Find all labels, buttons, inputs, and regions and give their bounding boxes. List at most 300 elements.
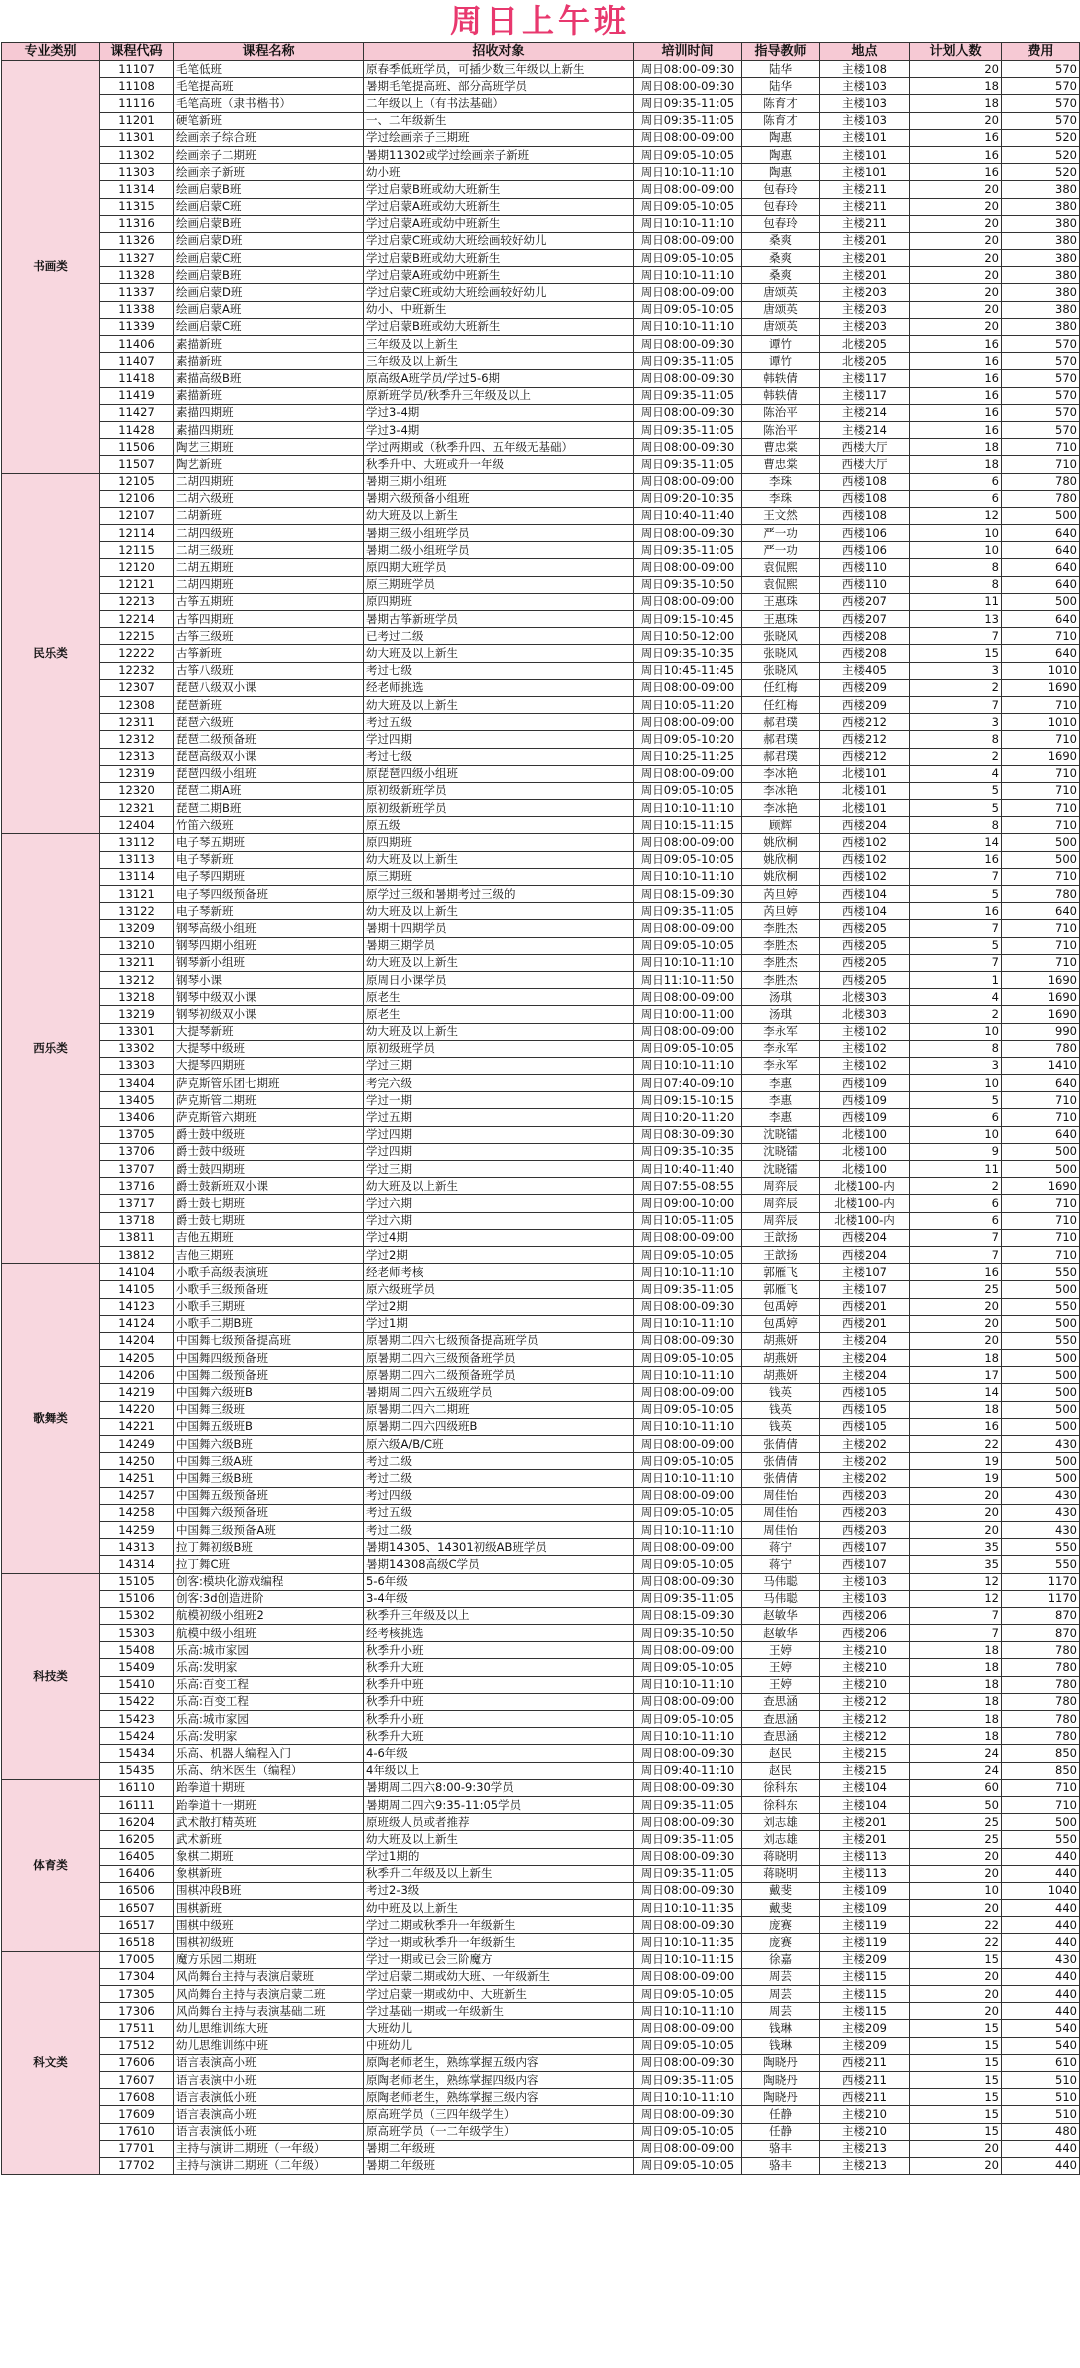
- location-cell: 主楼107: [820, 1281, 910, 1298]
- course-name-cell: 乐高、纳米医生（编程）: [174, 1762, 364, 1779]
- location-cell: 西楼105: [820, 1384, 910, 1401]
- course-name-cell: 围棋新班: [174, 1900, 364, 1917]
- teacher-cell: 姚欣桐: [742, 834, 820, 851]
- table-row: [2, 2037, 1080, 2054]
- course-name-cell: 爵士鼓中级班: [174, 1126, 364, 1143]
- code-cell: 13811: [100, 1229, 174, 1246]
- planned-count-cell: 18: [910, 1401, 1002, 1418]
- teacher-cell: 钱英: [742, 1418, 820, 1435]
- code-cell: 12308: [100, 696, 174, 713]
- planned-count-cell: 10: [910, 1882, 1002, 1899]
- target-cell: 原高班学员（一二年级学生）: [364, 2123, 634, 2140]
- time-cell: 周日10:10-11:10: [634, 215, 742, 232]
- teacher-cell: 包禹婷: [742, 1315, 820, 1332]
- target-cell: 考完六级: [364, 1075, 634, 1092]
- table-row: [2, 404, 1080, 421]
- target-cell: 幼大班及以上新生: [364, 1831, 634, 1848]
- table-row: [2, 1143, 1080, 1160]
- time-cell: 周日10:10-11:10: [634, 1470, 742, 1487]
- code-cell: 17606: [100, 2054, 174, 2071]
- location-cell: 北楼100-内: [820, 1195, 910, 1212]
- fee-cell: 1690: [1002, 989, 1080, 1006]
- code-cell: 14221: [100, 1418, 174, 1435]
- target-cell: 暑期二年级班: [364, 2140, 634, 2157]
- teacher-cell: 沈晓镭: [742, 1126, 820, 1143]
- planned-count-cell: 2: [910, 1006, 1002, 1023]
- planned-count-cell: 19: [910, 1453, 1002, 1470]
- teacher-cell: 刘志雄: [742, 1814, 820, 1831]
- fee-cell: 570: [1002, 404, 1080, 421]
- fee-cell: 850: [1002, 1762, 1080, 1779]
- course-name-cell: 萨克斯管六期班: [174, 1109, 364, 1126]
- course-name-cell: 琵琶六级班: [174, 714, 364, 731]
- code-cell: 16518: [100, 1934, 174, 1951]
- location-cell: 西楼207: [820, 611, 910, 628]
- planned-count-cell: 8: [910, 817, 1002, 834]
- header-target: 招收对象: [364, 43, 634, 61]
- location-cell: 西楼206: [820, 1607, 910, 1624]
- teacher-cell: 蒋宁: [742, 1539, 820, 1556]
- teacher-cell: 李胜杰: [742, 937, 820, 954]
- course-name-cell: 绘画启蒙C班: [174, 198, 364, 215]
- course-name-cell: 二胡新班: [174, 507, 364, 524]
- code-cell: 14220: [100, 1401, 174, 1418]
- table-row: [2, 1900, 1080, 1917]
- teacher-cell: 赵敏华: [742, 1625, 820, 1642]
- code-cell: 13211: [100, 954, 174, 971]
- code-cell: 14104: [100, 1264, 174, 1281]
- planned-count-cell: 20: [910, 1298, 1002, 1315]
- code-cell: 15106: [100, 1590, 174, 1607]
- course-name-cell: 乐高:发明家: [174, 1659, 364, 1676]
- target-cell: 一、二年级新生: [364, 112, 634, 129]
- fee-cell: 640: [1002, 525, 1080, 542]
- location-cell: 主楼101: [820, 146, 910, 163]
- code-cell: 13716: [100, 1178, 174, 1195]
- course-name-cell: 小歌手高级表演班: [174, 1264, 364, 1281]
- time-cell: 周日09:35-11:05: [634, 353, 742, 370]
- course-name-cell: 跆拳道十期班: [174, 1779, 364, 1796]
- time-cell: 周日09:40-11:10: [634, 1762, 742, 1779]
- location-cell: 北楼101: [820, 782, 910, 799]
- course-name-cell: 乐高:发明家: [174, 1728, 364, 1745]
- table-row: [2, 2123, 1080, 2140]
- fee-cell: 440: [1002, 2003, 1080, 2020]
- course-name-cell: 拉丁舞C班: [174, 1556, 364, 1573]
- table-row: [2, 507, 1080, 524]
- course-name-cell: 跆拳道十一期班: [174, 1796, 364, 1813]
- teacher-cell: 查思涵: [742, 1693, 820, 1710]
- location-cell: 北楼303: [820, 989, 910, 1006]
- teacher-cell: 陶惠: [742, 146, 820, 163]
- table-row: [2, 215, 1080, 232]
- course-name-cell: 主持与演讲二期班（二年级）: [174, 2157, 364, 2174]
- fee-cell: 710: [1002, 1212, 1080, 1229]
- code-cell: 11107: [100, 61, 174, 78]
- code-cell: 11201: [100, 112, 174, 129]
- target-cell: 学过3-4期: [364, 421, 634, 438]
- location-cell: 主楼201: [820, 1814, 910, 1831]
- table-row: [2, 1504, 1080, 1521]
- time-cell: 周日08:30-09:30: [634, 1126, 742, 1143]
- table-row: [2, 1865, 1080, 1882]
- fee-cell: 710: [1002, 817, 1080, 834]
- course-name-cell: 语言表演低小班: [174, 2123, 364, 2140]
- location-cell: 主楼117: [820, 387, 910, 404]
- course-name-cell: 中国舞四级预备班: [174, 1350, 364, 1367]
- code-cell: 17005: [100, 1951, 174, 1968]
- course-name-cell: 绘画启蒙C班: [174, 318, 364, 335]
- teacher-cell: 李惠: [742, 1075, 820, 1092]
- teacher-cell: 郭雁飞: [742, 1281, 820, 1298]
- teacher-cell: 严一功: [742, 542, 820, 559]
- target-cell: 暑期十四期学员: [364, 920, 634, 937]
- table-row: [2, 1229, 1080, 1246]
- planned-count-cell: 8: [910, 731, 1002, 748]
- table-row: [2, 2157, 1080, 2174]
- teacher-cell: 陈治平: [742, 421, 820, 438]
- time-cell: 周日09:35-10:35: [634, 645, 742, 662]
- teacher-cell: 陆华: [742, 61, 820, 78]
- teacher-cell: 钱琳: [742, 2037, 820, 2054]
- code-cell: 12404: [100, 817, 174, 834]
- code-cell: 11116: [100, 95, 174, 112]
- location-cell: 主楼103: [820, 1573, 910, 1590]
- fee-cell: 710: [1002, 1229, 1080, 1246]
- location-cell: 西楼105: [820, 1418, 910, 1435]
- teacher-cell: 芮旦婷: [742, 886, 820, 903]
- fee-cell: 710: [1002, 439, 1080, 456]
- code-cell: 13210: [100, 937, 174, 954]
- code-cell: 11327: [100, 250, 174, 267]
- code-cell: 14313: [100, 1539, 174, 1556]
- fee-cell: 1170: [1002, 1590, 1080, 1607]
- location-cell: 西楼110: [820, 559, 910, 576]
- table-row: [2, 731, 1080, 748]
- teacher-cell: 赵敏华: [742, 1607, 820, 1624]
- target-cell: 经老师挑选: [364, 679, 634, 696]
- code-cell: 13212: [100, 971, 174, 988]
- code-cell: 12107: [100, 507, 174, 524]
- fee-cell: 570: [1002, 336, 1080, 353]
- time-cell: 周日08:00-09:00: [634, 1229, 742, 1246]
- location-cell: 主楼212: [820, 1693, 910, 1710]
- planned-count-cell: 9: [910, 1143, 1002, 1160]
- course-name-cell: 风尚舞台主持与表演基础二班: [174, 2003, 364, 2020]
- code-cell: 11418: [100, 370, 174, 387]
- time-cell: 周日09:05-10:05: [634, 1659, 742, 1676]
- course-name-cell: 爵士鼓中级班: [174, 1143, 364, 1160]
- time-cell: 周日09:35-11:05: [634, 1590, 742, 1607]
- course-name-cell: 风尚舞台主持与表演启蒙二班: [174, 1986, 364, 2003]
- time-cell: 周日09:35-11:05: [634, 1865, 742, 1882]
- course-name-cell: 电子琴新班: [174, 903, 364, 920]
- time-cell: 周日10:10-11:10: [634, 954, 742, 971]
- planned-count-cell: 20: [910, 1487, 1002, 1504]
- fee-cell: 500: [1002, 1418, 1080, 1435]
- table-row: [2, 456, 1080, 473]
- location-cell: 主楼211: [820, 215, 910, 232]
- course-name-cell: 中国舞三级班: [174, 1401, 364, 1418]
- time-cell: 周日09:35-11:05: [634, 1796, 742, 1813]
- code-cell: 11419: [100, 387, 174, 404]
- location-cell: 西楼206: [820, 1625, 910, 1642]
- table-row: [2, 198, 1080, 215]
- planned-count-cell: 22: [910, 1917, 1002, 1934]
- course-name-cell: 陶艺新班: [174, 456, 364, 473]
- target-cell: 原班级人员或者推荐: [364, 1814, 634, 1831]
- location-cell: 主楼214: [820, 404, 910, 421]
- target-cell: 幼大班及以上新生: [364, 507, 634, 524]
- code-cell: 11506: [100, 439, 174, 456]
- table-row: [2, 662, 1080, 679]
- course-name-cell: 小歌手三级预备班: [174, 1281, 364, 1298]
- teacher-cell: 周佳怡: [742, 1521, 820, 1538]
- teacher-cell: 包春玲: [742, 198, 820, 215]
- planned-count-cell: 20: [910, 318, 1002, 335]
- table-row: [2, 490, 1080, 507]
- planned-count-cell: 7: [910, 920, 1002, 937]
- target-cell: 原新班学员/秋季升三年级及以上: [364, 387, 634, 404]
- location-cell: 北楼205: [820, 353, 910, 370]
- planned-count-cell: 15: [910, 2106, 1002, 2123]
- teacher-cell: 李冰艳: [742, 800, 820, 817]
- course-name-cell: 大提琴中级班: [174, 1040, 364, 1057]
- location-cell: 主楼107: [820, 1264, 910, 1281]
- code-cell: 17609: [100, 2106, 174, 2123]
- teacher-cell: 周弈辰: [742, 1195, 820, 1212]
- code-cell: 12121: [100, 576, 174, 593]
- category-cell: 西乐类: [2, 834, 100, 1264]
- course-name-cell: 绘画启蒙D班: [174, 284, 364, 301]
- planned-count-cell: 16: [910, 903, 1002, 920]
- time-cell: 周日10:40-11:40: [634, 507, 742, 524]
- fee-cell: 870: [1002, 1625, 1080, 1642]
- location-cell: 西楼205: [820, 971, 910, 988]
- fee-cell: 500: [1002, 507, 1080, 524]
- course-name-cell: 钢琴中级双小课: [174, 989, 364, 1006]
- code-cell: 11427: [100, 404, 174, 421]
- header-fee: 费用: [1002, 43, 1080, 61]
- time-cell: 周日09:05-10:05: [634, 851, 742, 868]
- planned-count-cell: 4: [910, 989, 1002, 1006]
- location-cell: 西楼107: [820, 1539, 910, 1556]
- location-cell: 主楼210: [820, 1659, 910, 1676]
- time-cell: 周日09:05-10:05: [634, 1246, 742, 1263]
- planned-count-cell: 16: [910, 353, 1002, 370]
- target-cell: 幼大班及以上新生: [364, 1023, 634, 1040]
- table-row: [2, 1453, 1080, 1470]
- teacher-cell: 桑爽: [742, 267, 820, 284]
- table-row: [2, 439, 1080, 456]
- location-cell: 主楼210: [820, 2106, 910, 2123]
- location-cell: 西楼110: [820, 576, 910, 593]
- table-row: [2, 1642, 1080, 1659]
- location-cell: 主楼211: [820, 198, 910, 215]
- time-cell: 周日09:05-10:05: [634, 782, 742, 799]
- code-cell: 16517: [100, 1917, 174, 1934]
- fee-cell: 1410: [1002, 1057, 1080, 1074]
- table-row: [2, 1556, 1080, 1573]
- location-cell: 主楼201: [820, 267, 910, 284]
- location-cell: 主楼203: [820, 301, 910, 318]
- fee-cell: 710: [1002, 1092, 1080, 1109]
- time-cell: 周日10:40-11:40: [634, 1161, 742, 1178]
- teacher-cell: 胡燕妍: [742, 1367, 820, 1384]
- code-cell: 17306: [100, 2003, 174, 2020]
- table-row: [2, 1934, 1080, 1951]
- table-row: [2, 181, 1080, 198]
- location-cell: 北楼100-内: [820, 1178, 910, 1195]
- teacher-cell: 周芸: [742, 2003, 820, 2020]
- teacher-cell: 顾辉: [742, 817, 820, 834]
- teacher-cell: 包春玲: [742, 215, 820, 232]
- target-cell: 学过启蒙A班或幼中班新生: [364, 267, 634, 284]
- teacher-cell: 李胜杰: [742, 971, 820, 988]
- target-cell: 秋季升大班: [364, 1659, 634, 1676]
- course-name-cell: 素描新班: [174, 336, 364, 353]
- planned-count-cell: 8: [910, 559, 1002, 576]
- table-row: [2, 1796, 1080, 1813]
- planned-count-cell: 7: [910, 1246, 1002, 1263]
- location-cell: 主楼103: [820, 1590, 910, 1607]
- time-cell: 周日08:15-09:30: [634, 1607, 742, 1624]
- planned-count-cell: 24: [910, 1762, 1002, 1779]
- location-cell: 主楼109: [820, 1882, 910, 1899]
- planned-count-cell: 18: [910, 78, 1002, 95]
- target-cell: 原暑期二四六七级预备提高班学员: [364, 1332, 634, 1349]
- target-cell: 暑期14308高级C学员: [364, 1556, 634, 1573]
- teacher-cell: 李冰艳: [742, 765, 820, 782]
- table-row: [2, 1384, 1080, 1401]
- time-cell: 周日08:00-09:30: [634, 1814, 742, 1831]
- target-cell: 已考过二级: [364, 628, 634, 645]
- course-name-cell: 主持与演讲二期班（一年级）: [174, 2140, 364, 2157]
- fee-cell: 780: [1002, 1711, 1080, 1728]
- planned-count-cell: 20: [910, 1900, 1002, 1917]
- fee-cell: 710: [1002, 456, 1080, 473]
- target-cell: 原周日小课学员: [364, 971, 634, 988]
- planned-count-cell: 15: [910, 2037, 1002, 2054]
- time-cell: 周日10:10-11:10: [634, 800, 742, 817]
- code-cell: 11315: [100, 198, 174, 215]
- target-cell: 原初级新班学员: [364, 782, 634, 799]
- course-name-cell: 中国舞七级预备提高班: [174, 1332, 364, 1349]
- table-row: [2, 1126, 1080, 1143]
- course-name-cell: 小歌手二期B班: [174, 1315, 364, 1332]
- location-cell: 西楼205: [820, 937, 910, 954]
- fee-cell: 380: [1002, 232, 1080, 249]
- fee-cell: 550: [1002, 1556, 1080, 1573]
- planned-count-cell: 16: [910, 370, 1002, 387]
- teacher-cell: 谭竹: [742, 336, 820, 353]
- time-cell: 周日08:00-09:00: [634, 989, 742, 1006]
- planned-count-cell: 15: [910, 645, 1002, 662]
- target-cell: 幼大班及以上新生: [364, 1178, 634, 1195]
- target-cell: 学过三期: [364, 1161, 634, 1178]
- course-name-cell: 航模初级小组班2: [174, 1607, 364, 1624]
- fee-cell: 710: [1002, 696, 1080, 713]
- teacher-cell: 郭雁飞: [742, 1264, 820, 1281]
- planned-count-cell: 20: [910, 1865, 1002, 1882]
- fee-cell: 1010: [1002, 714, 1080, 731]
- teacher-cell: 马伟聪: [742, 1590, 820, 1607]
- table-row: [2, 525, 1080, 542]
- planned-count-cell: 20: [910, 1521, 1002, 1538]
- time-cell: 周日10:10-11:10: [634, 1521, 742, 1538]
- course-name-cell: 素描四期班: [174, 421, 364, 438]
- target-cell: 幼大班及以上新生: [364, 645, 634, 662]
- planned-count-cell: 20: [910, 250, 1002, 267]
- course-name-cell: 围棋初级班: [174, 1934, 364, 1951]
- teacher-cell: 曹忠棠: [742, 439, 820, 456]
- course-name-cell: 绘画启蒙C班: [174, 250, 364, 267]
- location-cell: 西楼201: [820, 1315, 910, 1332]
- time-cell: 周日08:00-09:00: [634, 2140, 742, 2157]
- fee-cell: 500: [1002, 1143, 1080, 1160]
- fee-cell: 710: [1002, 1796, 1080, 1813]
- planned-count-cell: 12: [910, 507, 1002, 524]
- course-name-cell: 中国舞二级预备班: [174, 1367, 364, 1384]
- course-name-cell: 琵琶四级小组班: [174, 765, 364, 782]
- table-row: [2, 301, 1080, 318]
- location-cell: 主楼101: [820, 164, 910, 181]
- location-cell: 西楼105: [820, 1401, 910, 1418]
- time-cell: 周日09:35-10:35: [634, 1143, 742, 1160]
- teacher-cell: 任静: [742, 2106, 820, 2123]
- target-cell: 学过3-4期: [364, 404, 634, 421]
- code-cell: 15303: [100, 1625, 174, 1642]
- planned-count-cell: 20: [910, 1332, 1002, 1349]
- time-cell: 周日10:10-11:10: [634, 1728, 742, 1745]
- location-cell: 主楼115: [820, 1968, 910, 1985]
- planned-count-cell: 20: [910, 1986, 1002, 2003]
- teacher-cell: 李珠: [742, 473, 820, 490]
- course-name-cell: 毛笔低班: [174, 61, 364, 78]
- target-cell: 4-6年级: [364, 1745, 634, 1762]
- planned-count-cell: 6: [910, 490, 1002, 507]
- fee-cell: 500: [1002, 1161, 1080, 1178]
- code-cell: 12222: [100, 645, 174, 662]
- location-cell: 主楼104: [820, 1796, 910, 1813]
- fee-cell: 640: [1002, 542, 1080, 559]
- fee-cell: 520: [1002, 129, 1080, 146]
- target-cell: 秋季升中班: [364, 1676, 634, 1693]
- target-cell: 秋季升中、大班或升一年级: [364, 456, 634, 473]
- fee-cell: 380: [1002, 318, 1080, 335]
- code-cell: 17607: [100, 2071, 174, 2088]
- time-cell: 周日08:00-09:30: [634, 78, 742, 95]
- fee-cell: 520: [1002, 146, 1080, 163]
- code-cell: 17512: [100, 2037, 174, 2054]
- header-time: 培训时间: [634, 43, 742, 61]
- table-row: [2, 1590, 1080, 1607]
- code-cell: 14314: [100, 1556, 174, 1573]
- planned-count-cell: 15: [910, 2123, 1002, 2140]
- course-name-cell: 语言表演高小班: [174, 2054, 364, 2071]
- teacher-cell: 唐颂英: [742, 318, 820, 335]
- planned-count-cell: 7: [910, 628, 1002, 645]
- table-row: [2, 164, 1080, 181]
- teacher-cell: 陆华: [742, 78, 820, 95]
- table-row: [2, 1315, 1080, 1332]
- code-cell: 13114: [100, 868, 174, 885]
- location-cell: 西楼106: [820, 525, 910, 542]
- planned-count-cell: 15: [910, 1951, 1002, 1968]
- planned-count-cell: 14: [910, 1384, 1002, 1401]
- time-cell: 周日09:05-10:05: [634, 937, 742, 954]
- fee-cell: 430: [1002, 1521, 1080, 1538]
